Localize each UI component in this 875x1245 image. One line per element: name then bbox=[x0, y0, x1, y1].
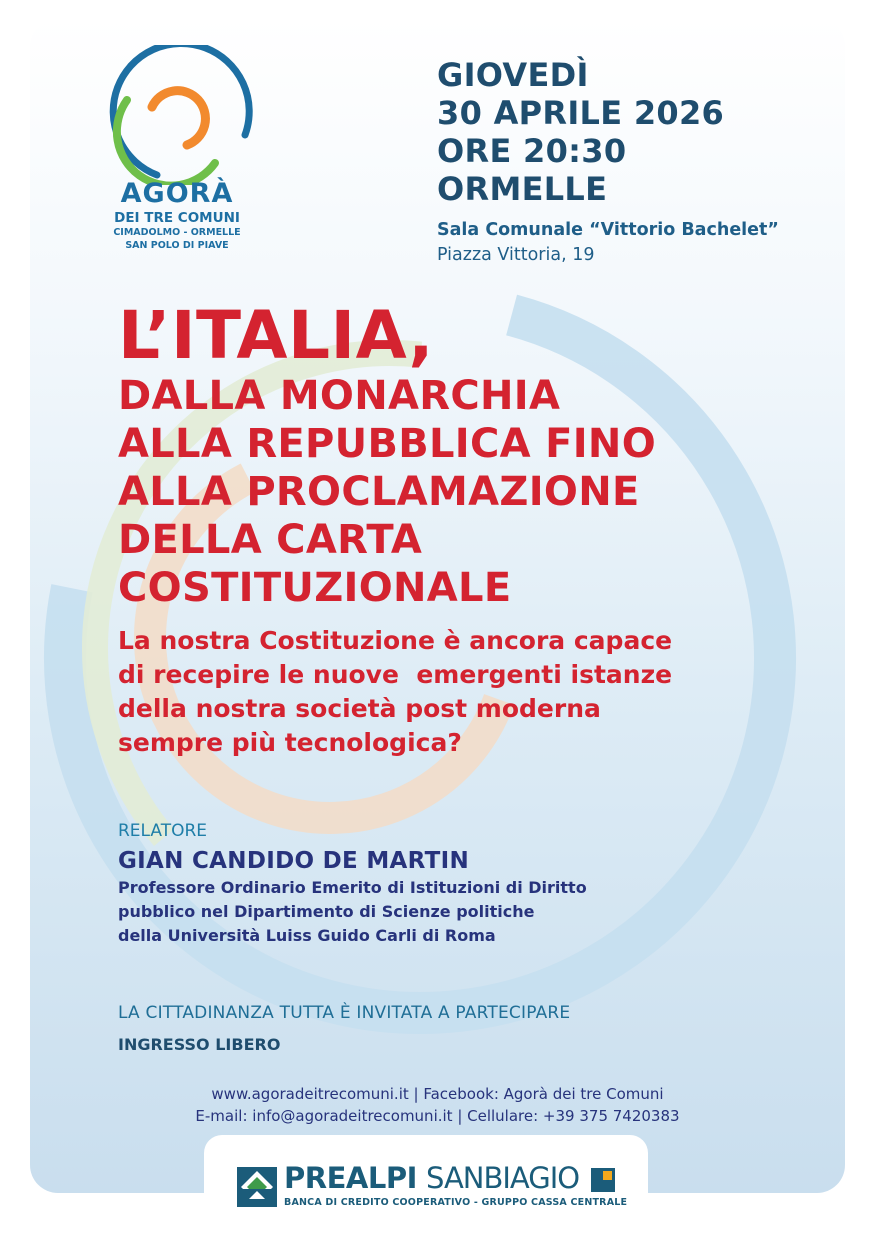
speaker-role-line: della Università Luiss Guido Carli di Roma bbox=[118, 926, 496, 945]
logo-name: AGORÀ bbox=[120, 178, 234, 209]
title-lead: L’ITALIA, bbox=[118, 297, 434, 374]
event-venue bbox=[437, 218, 779, 268]
speaker-role-line: Professore Ordinario Emerito di Istituzioni di Diritto bbox=[118, 878, 587, 897]
title-line: DELLA CARTA bbox=[118, 517, 423, 563]
logo-towns-line1: CIMADOLMO - ORMELLE bbox=[113, 227, 241, 238]
event-date: 30 APRILE 2026 bbox=[437, 94, 725, 132]
title-line: ALLA REPUBBLICA FINO bbox=[118, 421, 657, 467]
event-question bbox=[118, 624, 672, 760]
title-line: ALLA PROCLAMAZIONE bbox=[118, 469, 640, 515]
event-town: ORMELLE bbox=[437, 170, 608, 208]
event-day: GIOVEDÌ bbox=[437, 56, 589, 94]
invite-section bbox=[118, 1001, 570, 1057]
sponsor-tagline: BANCA DI CREDITO COOPERATIVO - GRUPPO CASSA CENTRALE bbox=[284, 1197, 628, 1208]
sponsor-square-icon bbox=[591, 1168, 615, 1192]
venue-address: Piazza Vittoria, 19 bbox=[437, 245, 595, 265]
invite-text: LA CITTADINANZA TUTTA È INVITATA A PARTECIPARE bbox=[118, 1003, 571, 1023]
question-line: sempre più tecnologica? bbox=[118, 728, 462, 757]
question-line: della nostra società post moderna bbox=[118, 694, 601, 723]
event-title bbox=[118, 297, 657, 612]
logo-subtitle: DEI TRE COMUNI bbox=[114, 210, 240, 226]
sponsor-name-part1: PREALPI bbox=[284, 1161, 417, 1195]
contacts bbox=[0, 1083, 875, 1127]
event-time: ORE 20:30 bbox=[437, 132, 627, 170]
question-line: di recepire le nuove emergenti istanze bbox=[118, 660, 673, 689]
speaker-name: GIAN CANDIDO DE MARTIN bbox=[118, 848, 469, 874]
sponsor-banner bbox=[204, 1135, 648, 1245]
title-line: DALLA MONARCHIA bbox=[118, 373, 561, 419]
speaker-label: RELATORE bbox=[118, 821, 208, 841]
agora-rings-logo-icon bbox=[97, 45, 257, 185]
logo-towns-line2: SAN POLO DI PIAVE bbox=[125, 240, 229, 251]
prealpi-sanbiagio-logo-icon bbox=[237, 1167, 277, 1207]
question-line: La nostra Costituzione è ancora capace bbox=[118, 626, 673, 655]
speaker-section bbox=[118, 820, 587, 948]
title-line: COSTITUZIONALE bbox=[118, 565, 512, 611]
venue-hall: Sala Comunale “Vittorio Bachelet” bbox=[437, 220, 779, 240]
free-entry-text: INGRESSO LIBERO bbox=[118, 1035, 281, 1054]
contacts-email-phone: E-mail: info@agoradeitrecomuni.it | Cellulare: +39 375 7420383 bbox=[195, 1107, 680, 1125]
agora-logo bbox=[92, 45, 262, 275]
event-date-block bbox=[437, 56, 724, 208]
sponsor-name-part2: SANBIAGIO bbox=[426, 1161, 580, 1195]
contacts-web: www.agoradeitrecomuni.it | Facebook: Agorà dei tre Comuni bbox=[211, 1085, 664, 1103]
speaker-role-line: pubblico nel Dipartimento di Scienze politiche bbox=[118, 902, 535, 921]
